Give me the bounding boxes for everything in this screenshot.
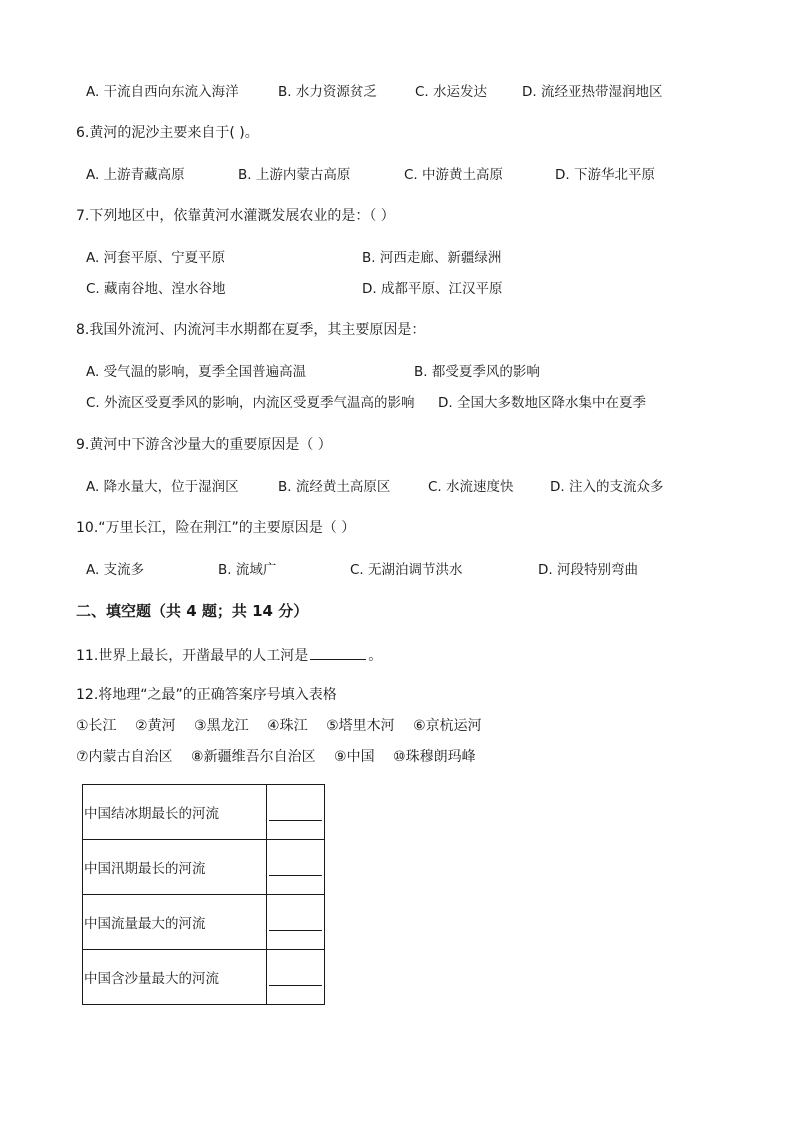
- q12-choice-8: ⑧新疆维吾尔自治区: [191, 749, 316, 765]
- q9-option-d: D. 注入的支流众多: [550, 479, 664, 495]
- table-row-label: 中国结冰期最长的河流: [83, 785, 267, 840]
- q5-option-c: C. 水运发达: [415, 84, 488, 100]
- q12-choice-7: ⑦内蒙古自治区: [76, 749, 173, 765]
- table-row-label: 中国汛期最长的河流: [83, 840, 267, 895]
- answer-line: [269, 930, 322, 931]
- q7-option-a: A. 河套平原、宁夏平原: [86, 250, 226, 266]
- q8-option-b: B. 都受夏季风的影响: [414, 364, 540, 380]
- q12-choice-9: ⑨中国: [334, 749, 375, 765]
- q11-answer-blank[interactable]: [310, 645, 366, 660]
- q5-option-a: A. 干流自西向东流入海洋: [86, 84, 239, 100]
- q12-choices-row-2: [76, 748, 476, 766]
- table-row-label: 中国流量最大的河流: [83, 895, 267, 950]
- q12-answer-table: [82, 784, 325, 1005]
- q12-choice-4: ④珠江: [267, 718, 308, 734]
- q10-option-a: A. 支流多: [86, 562, 145, 578]
- table-row: [83, 840, 325, 895]
- q9-option-b: B. 流经黄土高原区: [278, 479, 391, 495]
- q12-choice-10: ⑩珠穆朗玛峰: [393, 749, 476, 765]
- q7-option-d: D. 成都平原、江汉平原: [362, 281, 503, 297]
- q8-option-a: A. 受气温的影响，夏季全国普遍高温: [86, 364, 307, 380]
- q6-option-d: D. 下游华北平原: [555, 167, 655, 183]
- q6-stem: 6.黄河的泥沙主要来自于( )。: [76, 125, 259, 141]
- q6-option-a: A. 上游青藏高原: [86, 167, 185, 183]
- q12-choice-3: ③黑龙江: [194, 718, 249, 734]
- q5-option-d: D. 流经亚热带湿润地区: [522, 84, 663, 100]
- q7-stem: 7.下列地区中，依靠黄河水灌溉发展农业的是：（ ）: [76, 208, 395, 224]
- q11-stem-end: 。: [368, 648, 383, 664]
- q9-stem: 9.黄河中下游含沙量大的重要原因是（ ）: [76, 437, 332, 453]
- q11-stem: [76, 645, 382, 665]
- answer-cell[interactable]: [267, 785, 325, 840]
- q8-option-d: D. 全国大多数地区降水集中在夏季: [438, 395, 646, 411]
- answer-line: [269, 820, 322, 821]
- table-row: [83, 950, 325, 1005]
- q12-choices-row-1: [76, 717, 482, 735]
- q9-option-c: C. 水流速度快: [428, 479, 514, 495]
- q6-option-c: C. 中游黄土高原: [404, 167, 504, 183]
- section-2-title: 二、填空题（共 4 题；共 14 分）: [76, 602, 309, 620]
- table-row: [83, 785, 325, 840]
- q12-choice-5: ⑤塔里木河: [326, 718, 395, 734]
- q8-stem: 8.我国外流河、内流河丰水期都在夏季，其主要原因是：: [76, 322, 426, 338]
- q6-option-b: B. 上游内蒙古高原: [238, 167, 351, 183]
- q10-stem: 10.“万里长江，险在荆江”的主要原因是（ ）: [76, 520, 356, 536]
- q11-stem-text: 11.世界上最长，开凿最早的人工河是: [76, 648, 309, 664]
- answer-cell[interactable]: [267, 950, 325, 1005]
- q12-choice-6: ⑥京杭运河: [413, 718, 482, 734]
- table-row-label: 中国含沙量最大的河流: [83, 950, 267, 1005]
- q9-option-a: A. 降水量大，位于湿润区: [86, 479, 239, 495]
- answer-cell[interactable]: [267, 895, 325, 950]
- q7-option-b: B. 河西走廊、新疆绿洲: [362, 250, 502, 266]
- q10-option-c: C. 无湖泊调节洪水: [350, 562, 463, 578]
- q12-choice-2: ②黄河: [135, 718, 176, 734]
- answer-cell[interactable]: [267, 840, 325, 895]
- q12-choice-1: ①长江: [76, 718, 117, 734]
- answer-line: [269, 875, 322, 876]
- q7-option-c: C. 藏南谷地、湟水谷地: [86, 281, 226, 297]
- q12-stem: 12.将地理“之最”的正确答案序号填入表格: [76, 687, 337, 703]
- q10-option-b: B. 流域广: [218, 562, 277, 578]
- q8-option-c: C. 外流区受夏季风的影响，内流区受夏季气温高的影响: [86, 395, 415, 411]
- q10-option-d: D. 河段特别弯曲: [538, 562, 638, 578]
- q5-option-b: B. 水力资源贫乏: [278, 84, 377, 100]
- table-row: [83, 895, 325, 950]
- answer-line: [269, 985, 322, 986]
